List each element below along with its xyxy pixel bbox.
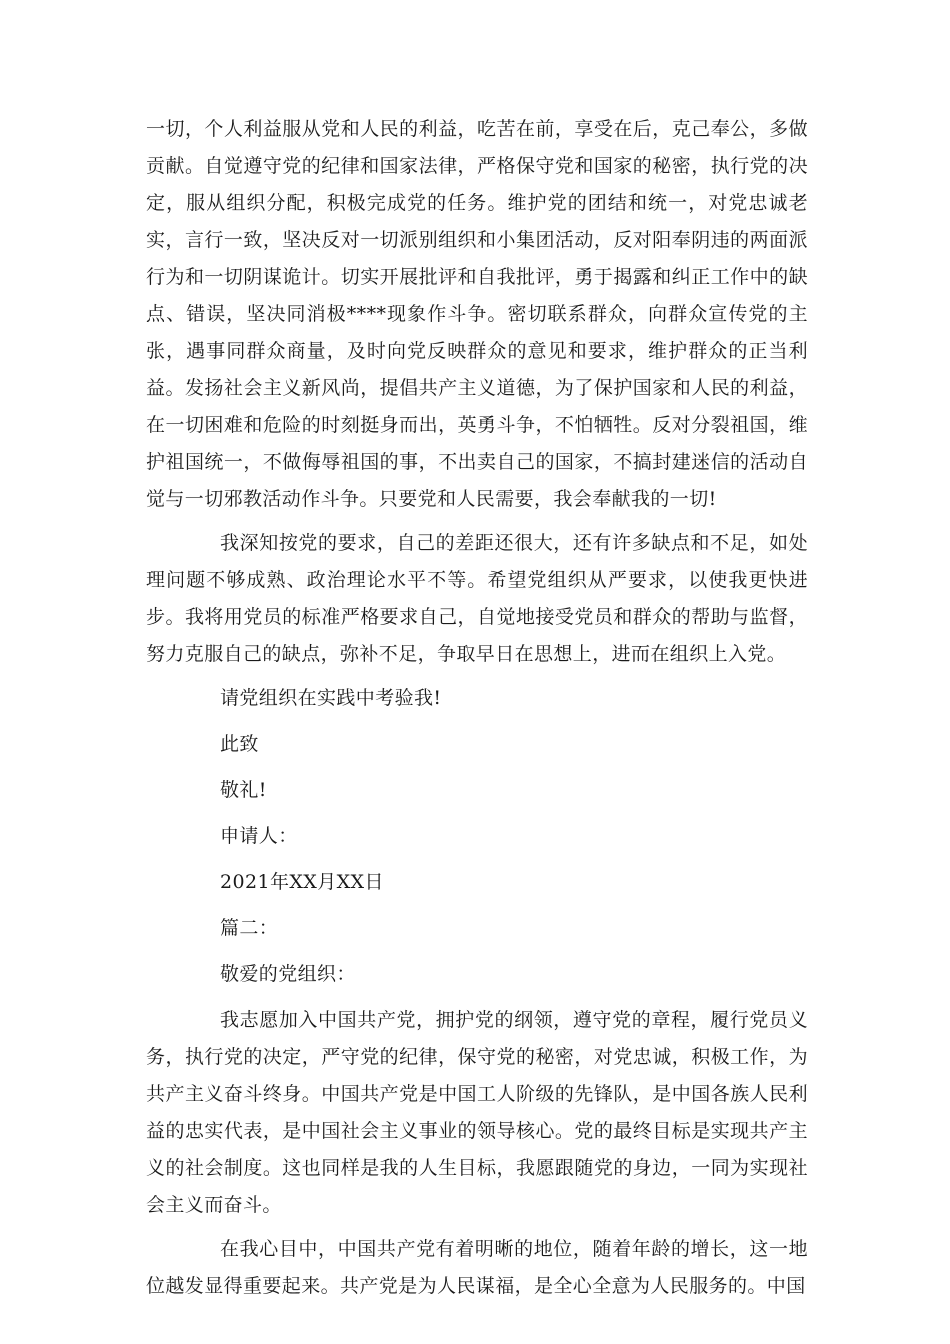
paragraph-party-position: 在我心目中，中国共产党有着明晰的地位，随着年龄的增长，这一地位越发显得重要起来。共产党是为人民谋福，是全心全意为人民服务的。中国	[146, 1238, 808, 1297]
paragraph-application: 我志愿加入中国共产党，拥护党的纲领，遵守党的章程，履行党员义务，执行党的决定，严守党的纪律，保守党的秘密，对党忠诚，积极工作，为共产主义奋斗终身。中国共产党是中国工人阶级的先锋队，是中国各族人民利益的忠实代表，是中国社会主义事业的领导核心。党的最终目标是实现共产主义的社会制度。这也同样是我的人生目标，我愿跟随党的身边，一同为实现社会主义而奋斗。	[146, 1009, 808, 1216]
date-line: 2021年XX月XX日	[220, 871, 384, 893]
greeting-line: 敬爱的党组织：	[220, 963, 356, 985]
section-heading: 篇二：	[220, 917, 279, 939]
closing-salutation: 此致	[220, 733, 259, 755]
applicant-label: 申请人：	[220, 825, 298, 847]
request-line: 请党组织在实践中考验我!	[220, 687, 442, 709]
paragraph-self-assessment: 我深知按党的要求，自己的差距还很大，还有许多缺点和不足，如处理问题不够成熟、政治理论水平不等。希望党组织从严要求，以使我更快进步。我将用党员的标准严格要求自己，自觉地接受党员和群众的帮助与监督，努力克服自己的缺点，弥补不足，争取早日在思想上，进而在组织上入党。	[146, 532, 808, 665]
closing-regards: 敬礼!	[220, 779, 267, 801]
paragraph-continued-duties: 一切，个人利益服从党和人民的利益，吃苦在前，享受在后，克己奉公，多做贡献。自觉遵守党的纪律和国家法律，严格保守党和国家的秘密，执行党的决定，服从组织分配，积极完成党的任务。维护党的团结和统一，对党忠诚老实，言行一致，坚决反对一切派别组织和小集团活动，反对阳奉阴违的两面派行为和一切阴谋诡计。切实开展批评和自我批评，勇于揭露和纠正工作中的缺点、错误，坚决同消极****现象作斗争。密切联系群众，向群众宣传党的主张，遇事同群众商量，及时向党反映群众的意见和要求，维护群众的正当利益。发扬社会主义新风尚，提倡共产主义道德，为了保护国家和人民的利益，在一切困难和危险的时刻挺身而出，英勇斗争，不怕牺牲。反对分裂祖国，维护祖国统一，不做侮辱祖国的事，不出卖自己的国家，不搞封建迷信的活动自觉与一切邪教活动作斗争。只要党和人民需要，我会奉献我的一切!	[146, 118, 808, 510]
document-body	[146, 111, 808, 1312]
